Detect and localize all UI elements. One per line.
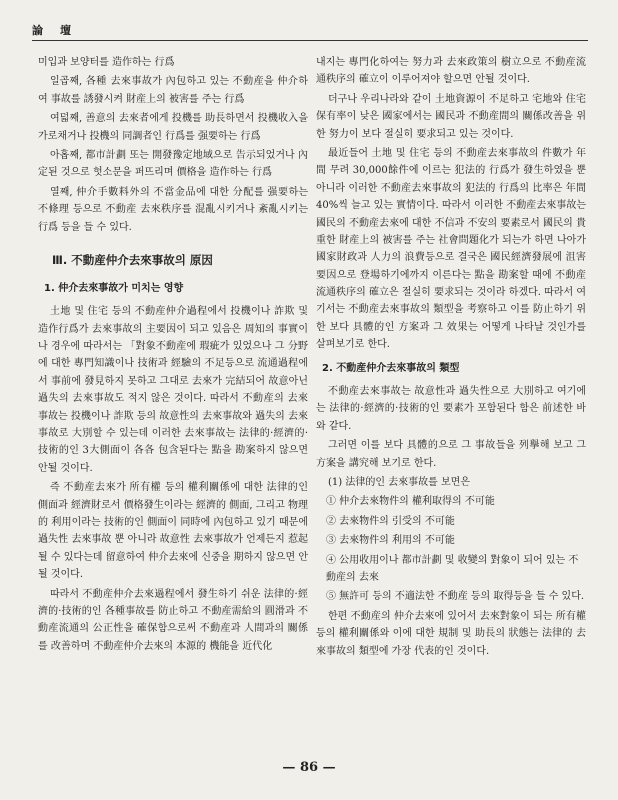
paragraph: 그러면 이를 보다 具體的으로 그 事故들을 列擧해 보고 그 方案을 講究해 보기로 한다.	[316, 440, 586, 469]
paragraph: 내지는 專門化하여는 努力과 去來政策의 樹立으로 不動産流通秩序의 確立이 이루어져야 할으면 안될 것이다.	[316, 57, 586, 86]
list-item: ② 去來物件의 引受의 不可能	[326, 515, 455, 527]
section-heading: Ⅲ. 不動産仲介去來事故의 原因	[52, 252, 213, 267]
page-number: — 86 —	[282, 760, 336, 775]
list-item: ④ 公用收用이나 都市計劃 및 收變의 對象이 되어 있는 不動産의 去來	[326, 554, 579, 583]
list-title: (1) 法律的인 去來事故를 보면은	[328, 476, 471, 488]
left-column	[38, 54, 308, 657]
paragraph: 열째, 仲介手數料外의 不當金品에 대한 分配를 强要하는 不條理 등으로 不動産 去來秩序를 混亂시키거나 紊亂시키는 行爲 등을 들 수 있다.	[38, 186, 308, 233]
paragraph: 따라서 不動産仲介去來過程에서 發生하기 쉬운 法律的·經濟的·技術的인 各種事故를 防止하고 不動産需給의 圓滑과 不動産流通의 公正性을 確保함으로써 不動産과 人間과의 關係를 改善하며 不動産仲介去來의 本源的 機能을 近代化	[38, 588, 308, 652]
header-rule	[32, 40, 588, 41]
paragraph: 最近들어 土地 및 住宅 등의 不動産去來事故의 件數가 年間 무려 30,000餘件에 이르는 犯法的 行爲가 發生하였을 뿐 아니라 이러한 不動産去來事故의 犯法的 行爲의 比率은 年間 40%씩 늘고 있는 實情이다. 따라서 이러한 不動産去來事故는 國民의 不動産去來에 대한 不信과 不安의 要素로서 國民의 貴重한 財産上의 被害를 주는 社會問題化가 되는가 하면 나아가 國家財政과 人力의 浪費등으로 결국은 國民經濟發展에 沮害要因으로 登場하기에까지 이른다는 點을 勘案할 때에 不動産流通秩序의 確立은 절실히 要求되는 것이라 하겠다. 따라서 여기서는 不動産去來事故의 類型을 考察하고 이를 防止하기 위한 보다 具體的인 方案과 그 效果는 어떻게 나타날 것인가를 살펴보기로 한다.	[316, 147, 586, 351]
paragraph: 더구나 우리나라와 같이 土地資源이 不足하고 宅地와 住宅保有率이 낮은 國家에서는 國民과 不動産間의 關係改善을 위한 努力이 보다 절실히 要求되고 있는 것이다.	[316, 93, 586, 140]
paragraph: 한편 不動産의 仲介去來에 있어서 去來對象이 되는 所有權 등의 權利關係와 이에 대한 規制 및 助長의 狀態는 法律的 去來事故의 類型에 가장 代表的인 것이다.	[316, 610, 586, 657]
paragraph: 일곱째, 各種 去來事故가 內包하고 있는 不動産을 仲介하여 事故를 誘發시켜 財産上의 被害를 주는 行爲	[38, 76, 308, 105]
list-item: ① 仲介去來物件의 權利取得의 不可能	[326, 496, 495, 508]
right-column	[316, 54, 586, 662]
paragraph: 不動産去來事故는 故意性과 過失性으로 大別하고 여기에는 法律的·經濟的·技術的인 要素가 포함된다 함은 前述한 바와 같다.	[316, 386, 586, 432]
paragraph: 土地 및 住宅 등의 不動産仲介過程에서 投機이나 詐欺 및 造作行爲가 去來事故의 主要因이 되고 있음은 周知의 事實이나 경우에 따라서는 「對象不動産에 瑕疵가 있었으나 그 分野에 대한 專門知識이나 技術과 經驗의 不足등으로 流通過程에서 事前에 發見하지 못하고 그대로 去來가 完結되어 故意아닌 過失의 去來事故도 적지 않은 것이다. 따라서 不動産의 去來事故는 投機이나 詐欺 등의 故意性의 去來事故와 過失의 去來事故로 大別할 수 있는데 이러한 去來事故는 法律的·經濟的·技術的인 3大側面이 各各 包含된다는 點을 勘案하지 않으면 안될 것이다.	[38, 306, 308, 474]
enumerated-list	[316, 493, 586, 605]
subsection-heading: 1. 仲介去來事故가 미치는 영향	[44, 282, 184, 294]
subsection-heading: 2. 不動産仲介去來事故의 類型	[322, 362, 460, 374]
list-item: ⑤ 無許可 등의 不適法한 不動産 등의 取得등을 들 수 있다.	[326, 591, 585, 603]
paragraph: 미입과 보양터를 造作하는 行爲	[38, 57, 175, 68]
paragraph: 여덟째, 善意의 去來者에게 投機를 助長하면서 投機收入을 가로채거나 投機의 同調者인 行爲를 强要하는 行爲	[38, 113, 308, 142]
list-item: ③ 去來物件의 利用의 不可能	[326, 535, 455, 547]
paragraph: 아홉째, 都市計劃 또는 開發豫定地域으로 告示되었거나 內定된 것으로 헛소문을 퍼뜨리며 價格을 造作하는 行爲	[38, 149, 308, 179]
paragraph: 즉 不動産去來가 所有權 등의 權利關係에 대한 法律的인 側面과 經濟財로서 價格發生이라는 經濟的 側面, 그리고 物理的 利用이라는 技術的인 側面이 同時에 內包하고 있기 때문에 過失性 去來事故 뿐 아니라 故意性 去來事故가 언제든지 惹起될 수 있다는데 留意하여 仲介去來에 신중을 期하지 않으면 안될 것이다.	[38, 482, 308, 581]
running-header: 論 壇	[32, 24, 74, 37]
